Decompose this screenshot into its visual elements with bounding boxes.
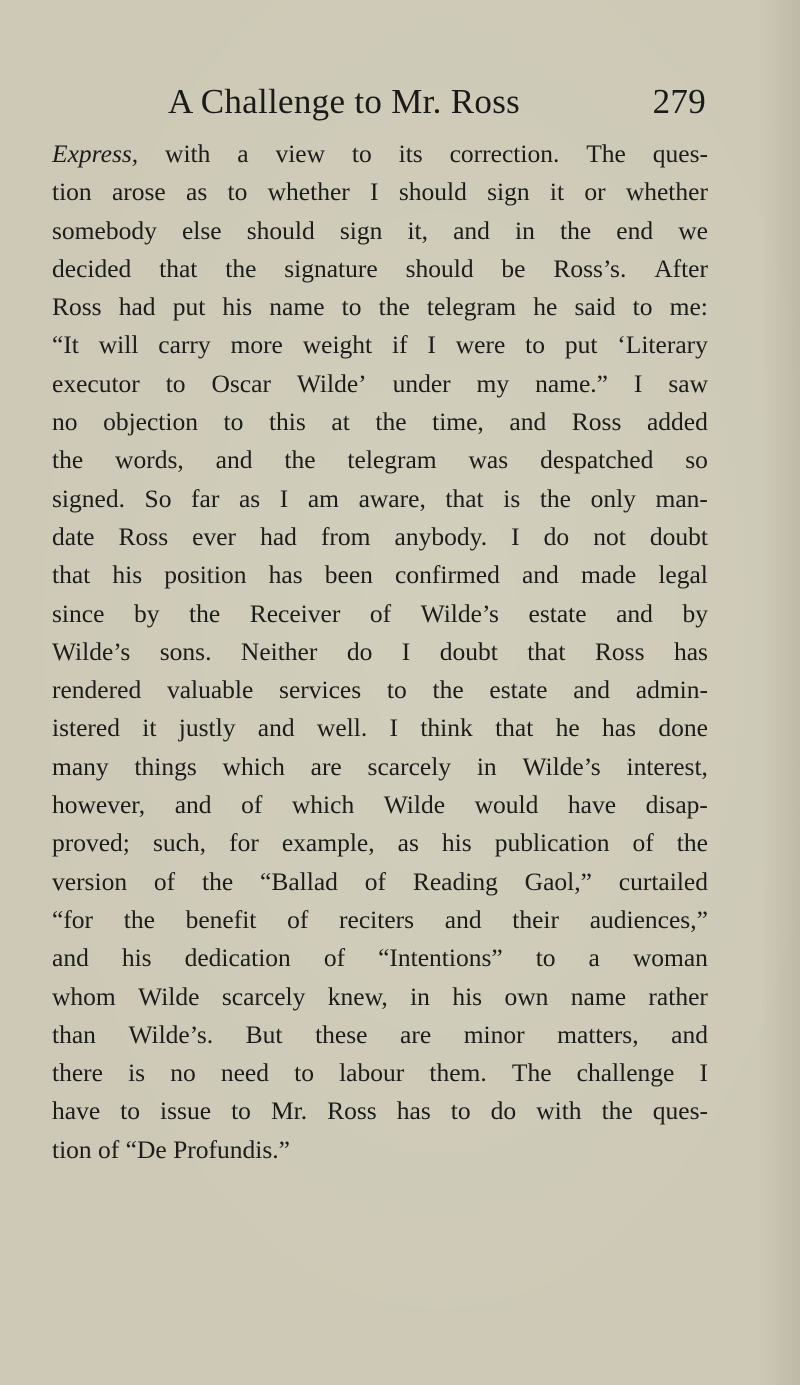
- text-line: “It will carry more weight if I were to put ‘Literary: [52, 330, 708, 360]
- page-number: 279: [652, 82, 706, 121]
- text-line: decided that the signature should be Ross’s. After: [52, 253, 708, 283]
- text-line: Ross had put his name to the telegram he said to me:: [52, 292, 708, 322]
- text-line: whom Wilde scarcely knew, in his own name rather: [52, 981, 708, 1011]
- text-line: the words, and the telegram was despatched so: [52, 445, 708, 475]
- text-line: Express, with a view to its correction. The ques-: [52, 139, 708, 168]
- text-line: proved; such, for example, as his publication of the: [52, 828, 708, 858]
- body-text: [52, 135, 708, 1169]
- text-line: executor to Oscar Wilde’ under my name.” I saw: [52, 368, 708, 398]
- page-header: [168, 82, 706, 130]
- text-line: Wilde’s sons. Neither do I doubt that Ross has: [52, 636, 708, 666]
- text-line: that his position has been confirmed and made legal: [52, 560, 708, 590]
- text-line: no objection to this at the time, and Ross added: [52, 407, 708, 437]
- text-line: tion arose as to whether I should sign it or whether: [52, 177, 708, 207]
- text-line: than Wilde’s. But these are minor matters, and: [52, 1019, 708, 1049]
- text-line: and his dedication of “Intentions” to a woman: [52, 943, 708, 973]
- text-line: rendered valuable services to the estate and admin-: [52, 675, 708, 705]
- text-line: signed. So far as I am aware, that is the only man-: [52, 483, 708, 513]
- text-line: istered it justly and well. I think that he has done: [52, 713, 708, 743]
- text-line: however, and of which Wilde would have disap-: [52, 790, 708, 820]
- running-title: A Challenge to Mr. Ross: [168, 82, 521, 121]
- text-line: since by the Receiver of Wilde’s estate and by: [52, 598, 708, 628]
- text-line: tion of “De Profundis.”: [52, 1134, 290, 1164]
- text-line: version of the “Ballad of Reading Gaol,” curtailed: [52, 866, 708, 896]
- text-line: date Ross ever had from anybody. I do not doubt: [52, 521, 708, 551]
- text-line: have to issue to Mr. Ross has to do with the ques-: [52, 1096, 708, 1126]
- text-line: many things which are scarcely in Wilde’s interest,: [52, 751, 708, 781]
- text-line: there is no need to labour them. The challenge I: [52, 1058, 708, 1088]
- text-line: somebody else should sign it, and in the end we: [52, 215, 708, 245]
- text-line: “for the benefit of reciters and their audiences,”: [52, 904, 708, 934]
